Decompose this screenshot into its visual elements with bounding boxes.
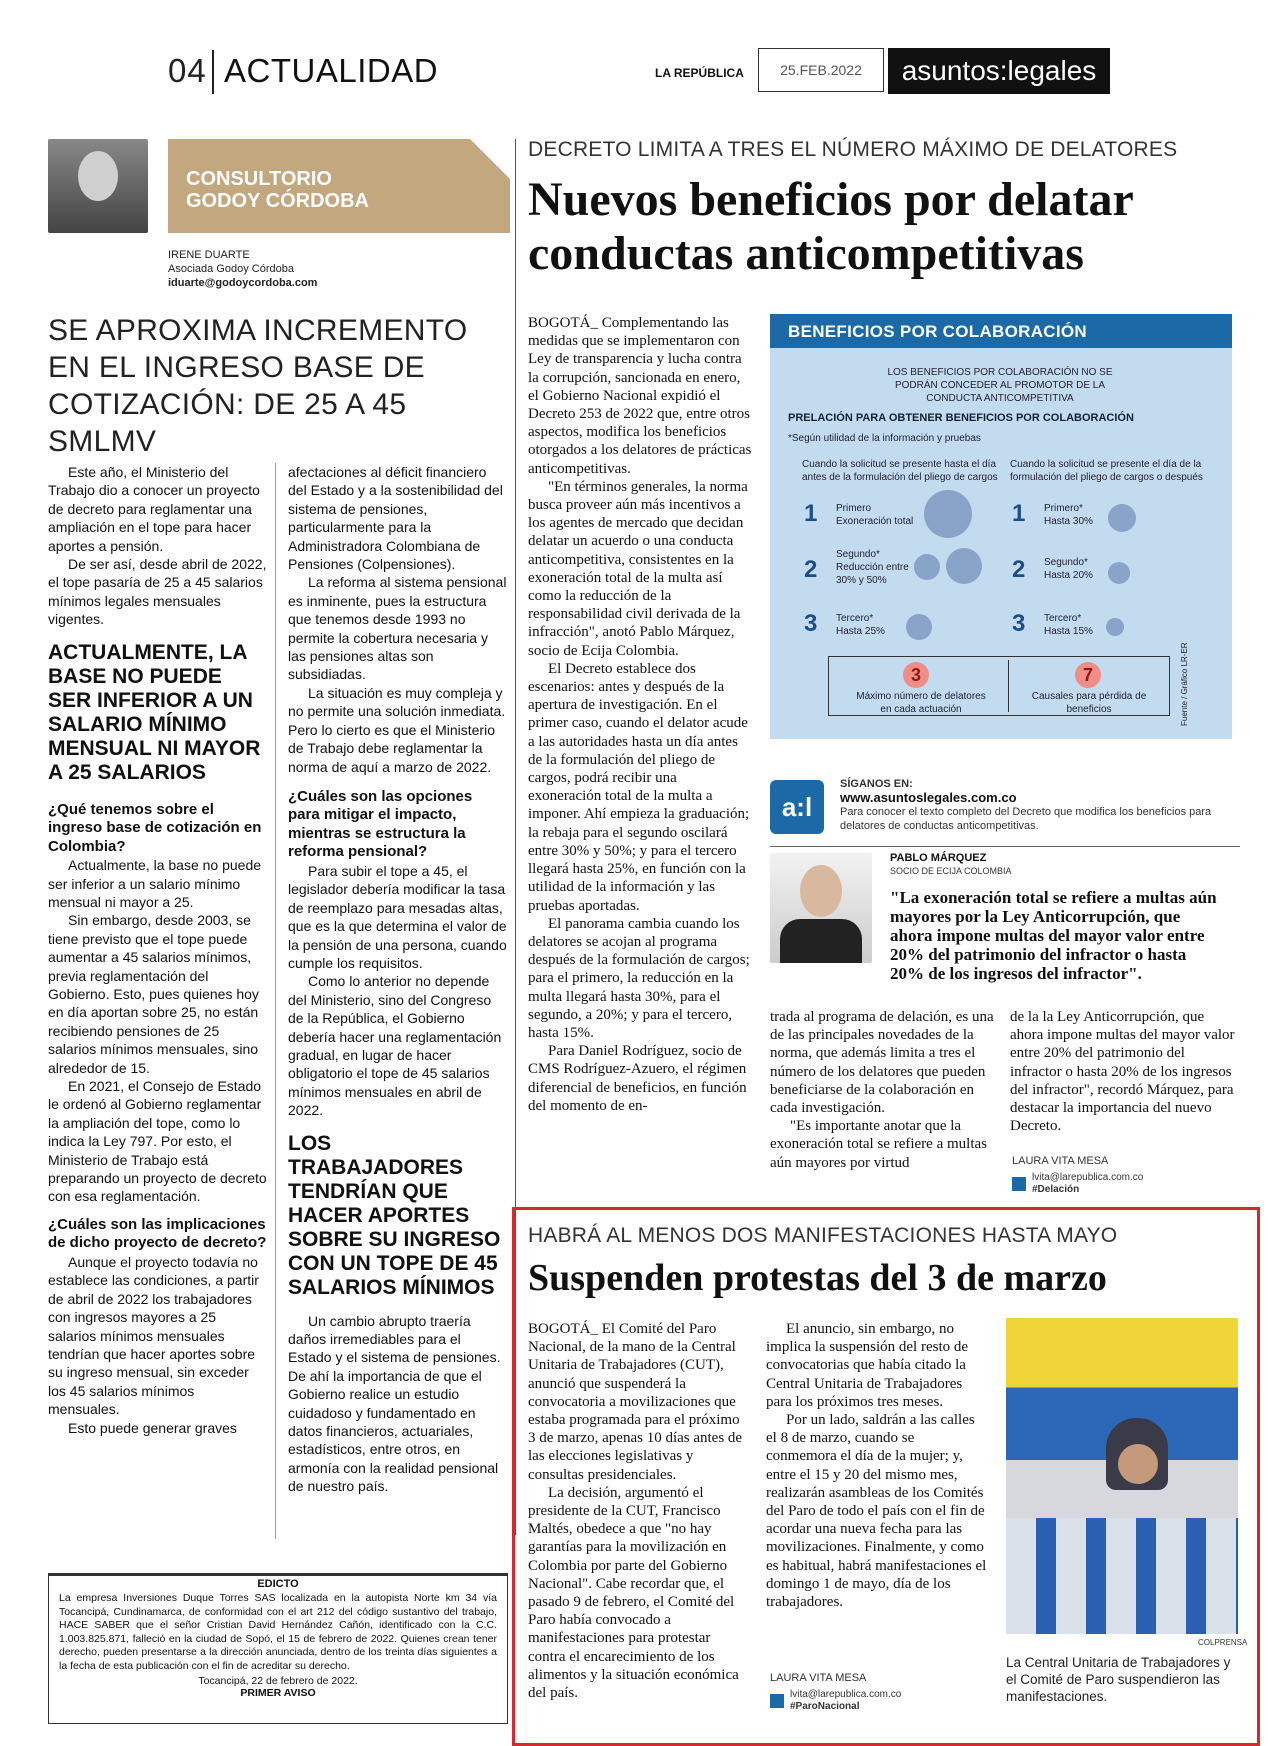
person-role: SOCIO DE ECIJA COLOMBIA — [890, 866, 1012, 876]
issue-date: 25.FEB.2022 — [758, 48, 884, 92]
brand-logo: asuntos:legales — [888, 48, 1110, 94]
benefit-circle — [914, 554, 940, 580]
rank-label: Primero Exoneración total — [836, 503, 914, 527]
benefit-circle — [1108, 562, 1130, 584]
benefit-circle — [1108, 504, 1136, 532]
author-email[interactable]: lvita@larepublica.com.co — [1032, 1172, 1144, 1183]
header-divider — [212, 50, 214, 94]
infographic-right-head: Cuando la solicitud se presente el día de la formulación del pliego de cargos o después — [1010, 459, 1203, 483]
person-name: PABLO MÁRQUEZ — [890, 852, 987, 864]
column-body-left: Este año, el Ministerio del Trabajo dio a conocer un proyecto de decreto para reglamentar una ampliación en el tope para hacer aportes a pensión. De ser así, desde abril de 2022, el tope pasaría de 25 a 45 salarios mínimos legales mensuales vigentes. ACTUALMENTE, LA BASE NO PUEDE SER INFERIOR A UN SALARIO MÍNIMO MENSUAL NI MAYOR A 25 SALARIOS ¿Qué tenemos sobre el ingreso base de cotización en Colombia? Actualmente, la base no puede ser inferior a un salario mínimo mensual ni mayor a 25. Sin embargo, desde 2003, se tiene previsto que el tope puede aumentar a 45 salarios mínimos, previa reglamentación del Gobierno. Esto, pues quienes hoy en día aportan sobre 25, no están recibiendo pensiones de 25 salarios mínimos mensuales, sino alrededor de 15. En 2021, el Consejo de Estado le ordenó al Gobierno reglamentar la ampliación del tope, como lo indica la Ley 797. Por esto, el Ministerio de Trabajo está preparando un proyecto de decreto con esa reglamentación. ¿Cuáles son las implicaciones de dicho proyecto de decreto? Aunque el proyecto todavía no establece las condiciones, a partir de abril de 2022 los trabajadores con ingresos mayores a 25 salarios mínimos mensuales tendrían que hacer aportes sobre su ingreso mensual, sin exceder los 45 salarios mínimos mensuales. Esto puede generar graves — [48, 464, 267, 1436]
benefit-circle — [924, 490, 972, 538]
rank-label: Primero* Hasta 30% — [1044, 503, 1093, 527]
hashtag[interactable]: #ParoNacional — [790, 1701, 860, 1712]
person-photo — [770, 853, 872, 963]
pullquote: ACTUALMENTE, LA BASE NO PUEDE SER INFERIOR A UN SALARIO MÍNIMO MENSUAL NI MAYOR A 25 SALARIOS — [48, 640, 261, 784]
hashtag-icon — [770, 1694, 784, 1708]
author-info: IRENE DUARTE Asociada Godoy Córdoba iduarte@godoycordoba.com — [168, 249, 318, 289]
quote: "La exoneración total se refiere a multas aún mayores por la Ley Anticorrupción, que ahora impone multas del mayor valor entre 20% del patrimonio del infractor o hasta 20% de los ingresos del infractor". — [890, 888, 1217, 983]
page-number: 04 — [168, 52, 207, 89]
column-headline: SE APROXIMA INCREMENTO EN EL INGRESO BASE DE COTIZACIÓN: DE 25 A 45 SMLMV — [48, 314, 468, 458]
column-label: CONSULTORIO GODOY CÓRDOBA — [186, 168, 369, 212]
hashtag-icon — [1012, 1177, 1026, 1191]
stat-text: Causales para pérdida de beneficios — [1031, 691, 1147, 715]
rank-number: 1 — [1012, 500, 1026, 527]
infographic-left-head: Cuando la solicitud se presente hasta el día antes de la formulación del pliego de cargos — [802, 459, 998, 483]
rank-label: Segundo* Reducción entre 30% y 50% — [836, 549, 909, 586]
author-email[interactable]: lvita@larepublica.com.co — [790, 1689, 902, 1700]
infographic-subnote: *Según utilidad de la información y pruebas — [788, 433, 981, 444]
infographic-source: Fuente / Gráfico LR-ER — [1180, 642, 1189, 726]
follow-link[interactable]: www.asuntoslegales.com.co — [840, 790, 1017, 805]
stat-number: 7 — [1075, 662, 1101, 688]
stats-divider — [1008, 660, 1009, 712]
column-body-right: afectaciones al déficit financiero del Estado y a la sostenibilidad del sistema de pensiones, particularmente para la Administradora Colombiana de Pensiones (Colpensiones). La reforma al sistema pensional es inminente, pues la estructura que tenemos desde 1993 no permite la cobertura necesaria y las pensiones altas son subsidiadas. La situación es muy compleja y no permite una solución inmediata. Pero lo cierto es que el Ministerio de Trabajo debe reglamentar la norma de aquí a marzo de 2022. ¿Cuáles son las opciones para mitigar el impacto, mientras se estructura la reforma pensional? Para subir el tope a 45, el legislador debería modificar la tasa de reemplazo para mesadas altas, que es la que determina el valor de la pensión de una persona, cuando cumple los requisitos. Como lo anterior no depende del Ministerio, sino del Congreso de la República, el Gobierno debería hacer una reglamentación gradual, en lugar de hacer obligatorio el tope de 45 salarios mínimos mensuales en abril de 2022. LOS TRABAJADORES TENDRÍAN QUE HACER APORTES SOBRE SU INGRESO CON UN TOPE DE 45 SALARIOS MÍNIMOS Un cambio abrupto traería daños irremediables para el Estado y el sistema de pensiones. De ahí la importancia de que el Gobierno realice un estudio cuidadoso y fundamentado en datos financieros, actuariales, estadísticos, entre otros, en armonía con la realidad pensional de nuestro país. — [288, 464, 507, 1495]
article-headline: Suspenden protestas del 3 de marzo — [528, 1257, 1107, 1299]
rank-number: 2 — [804, 556, 818, 583]
follow-block: SÍGANOS EN: www.asuntoslegales.com.co Para conocer el texto completo del Decreto que modifica los beneficios para delatores de conductas anticompetitivas. — [840, 778, 1240, 833]
byline: LAURA VITA MESA lvita@larepublica.com.co #Delación — [1012, 1155, 1144, 1195]
article-kicker: HABRÁ AL MENOS DOS MANIFESTACIONES HASTA MAYO — [528, 1224, 1118, 1247]
article-body: El anuncio, sin embargo, no implica la suspensión del resto de convocatorias que había citado la Central Unitaria de Trabajadores para los próximos tres meses. Por un lado, saldrán a las calles el 8 de marzo, cuando se conmemora el día de la mujer; y, entre el 15 y 20 del mismo mes, realizarán asambleas de los Comités del Paro de todo el país con el fin de acordar una nueva fecha para las movilizaciones. Finalmente, y como es habitual, habrá manifestaciones el domingo 1 de mayo, día de los trabajadores. — [766, 1321, 987, 1611]
benefit-circle — [906, 614, 932, 640]
news-photo — [1006, 1318, 1238, 1634]
publication-name: LA REPÚBLICA — [655, 66, 744, 80]
author-photo — [48, 139, 148, 233]
rank-label: Tercero* Hasta 15% — [1044, 613, 1093, 637]
divider — [770, 846, 1240, 847]
article-body: BOGOTÁ_ Complementando las medidas que se implementaron con Ley de transparencia y lucha contra la corrupción, sancionada en enero, el Gobierno Nacional expidió el Decreto 253 de 2022 que, entre otros aspectos, modifica los beneficios otorgados a los delatores de prácticas anticompetitivas. "En términos generales, la norma busca proveer aún más incentivos a los agentes de mercado que decidan delatar un acuerdo o una conducta anticompetitiva, consistentes en la exoneración total de la multa así como la reducción de la responsabilidad civil derivada de la infracción", anotó Pablo Márquez, socio de Ecija Colombia. El Decreto establece dos escenarios: antes y después de la apertura de investigación. En el primer caso, cuando el delator acude a las autoridades hasta un día antes de la formulación del pliego de cargos, podrá recibir una exoneración total de la multa a imponer. Ahí empieza la graduación; la rebaja para el segundo oscilará entre 30% y 50%; y para el tercero llegará hasta 25%, en función con la utilidad de la información y las pruebas aportadas. El panorama cambia cuando los delatores se acojan al programa después de la formulación de cargos; para el primero, la reducción en la multa llegará hasta 30%, para el segundo, a 20%; y para el tercero, hasta 15%. Para Daniel Rodríguez, socio de CMS Rodríguez-Azuero, el régimen diferencial de beneficios, en función del momento de en- — [528, 315, 752, 1114]
rank-label: Segundo* Hasta 20% — [1044, 557, 1093, 581]
rank-number: 3 — [1012, 610, 1026, 637]
stat-text: Máximo número de delatores en cada actuación — [856, 691, 986, 715]
photo-caption: La Central Unitaria de Trabajadores y el Comité de Paro suspendieron las manifestaciones. — [1006, 1655, 1231, 1704]
author-email[interactable]: iduarte@godoycordoba.com — [168, 277, 318, 289]
infographic-title: BENEFICIOS POR COLABORACIÓN — [770, 314, 1232, 348]
rank-label: Tercero* Hasta 25% — [836, 613, 885, 637]
benefit-circle — [946, 548, 982, 584]
rank-number: 1 — [804, 500, 818, 527]
article-body: de la la Ley Anticorrupción, que ahora impone multas del mayor valor entre 20% del patrimonio del infractor o hasta 20% de los ingresos del infractor", recordó Márquez, para destacar la importancia del nuevo Decreto. — [1010, 1009, 1235, 1135]
hashtag[interactable]: #Delación — [1032, 1184, 1080, 1195]
benefit-circle — [1106, 618, 1124, 636]
infographic-subtitle: PRELACIÓN PARA OBTENER BENEFICIOS POR COLABORACIÓN — [788, 412, 1134, 424]
article-kicker: DECRETO LIMITA A TRES EL NÚMERO MÁXIMO DE DELATORES — [528, 138, 1178, 161]
asuntos-legales-icon[interactable]: a:l — [770, 780, 824, 834]
rank-number: 2 — [1012, 556, 1026, 583]
rank-number: 3 — [804, 610, 818, 637]
article-body: trada al programa de delación, es una de las principales novedades de la norma, que además limita a tres el número de los delatores que pueden beneficiarse de la colaboración en cada investigación. "Es importante anotar que la exoneración total se refiere a multas aún mayores por virtud — [770, 1009, 994, 1171]
infographic-note: LOS BENEFICIOS POR COLABORACIÓN NO SE PODRÁN CONCEDER AL PROMOTOR DE LA CONDUCTA ANTICOMPETITIVA — [887, 367, 1113, 404]
article-body: BOGOTÁ_ El Comité del Paro Nacional, de la mano de la Central Unitaria de Trabajadores (CUT), anunció que suspenderá la convocatoria a movilizaciones que estaba programada para el próximo 3 de marzo, apenas 10 días antes de las elecciones legislativas y consultas presidenciales. La decisión, argumentó el presidente de la CUT, Francisco Maltés, obedece a que "no hay garantías para la movilización en Colombia por parte del Gobierno Nacional". Cabe recordar que, el pasado 9 de febrero, el Comité del Paro había convocado a manifestaciones para protestar contra el encarecimiento de los alimentos y la situación económica del país. — [528, 1321, 743, 1702]
legal-notice: EDICTO La empresa Inversiones Duque Torres SAS localizada en la autopista Norte km 34 vía Tocancipá, Cundinamarca, de conformidad con el art 212 del código sustantivo del trabajo, HACE SABER que el señor Cristian David Hernández Cañón, identificado con la C.C. 1.003.825.871, falleció en la ciudad de Sopó, el 15 de febrero de 2022. Quienes crean tener derecho, pueden presentarse a la dirección anunciada, dentro de los treinta días siguientes a la fecha de esta publicación con el fin de acreditar su derecho. Tocancipá, 22 de febrero de 2022. PRIMER AVISO — [48, 1573, 508, 1724]
column-divider — [275, 463, 276, 1539]
section-title: ACTUALIDAD — [224, 52, 439, 89]
subhead: LOS TRABAJADORES TENDRÍAN QUE HACER APORTES SOBRE SU INGRESO CON UN TOPE DE 45 SALARIOS MÍNIMOS — [288, 1131, 501, 1299]
stat-number: 3 — [903, 662, 929, 688]
byline: LAURA VITA MESA lvita@larepublica.com.co #ParoNacional — [770, 1672, 902, 1712]
photo-credit: COLPRENSA — [1198, 1638, 1248, 1647]
article-headline: Nuevos beneficios por delatar conductas anticompetitivas — [528, 173, 1133, 280]
